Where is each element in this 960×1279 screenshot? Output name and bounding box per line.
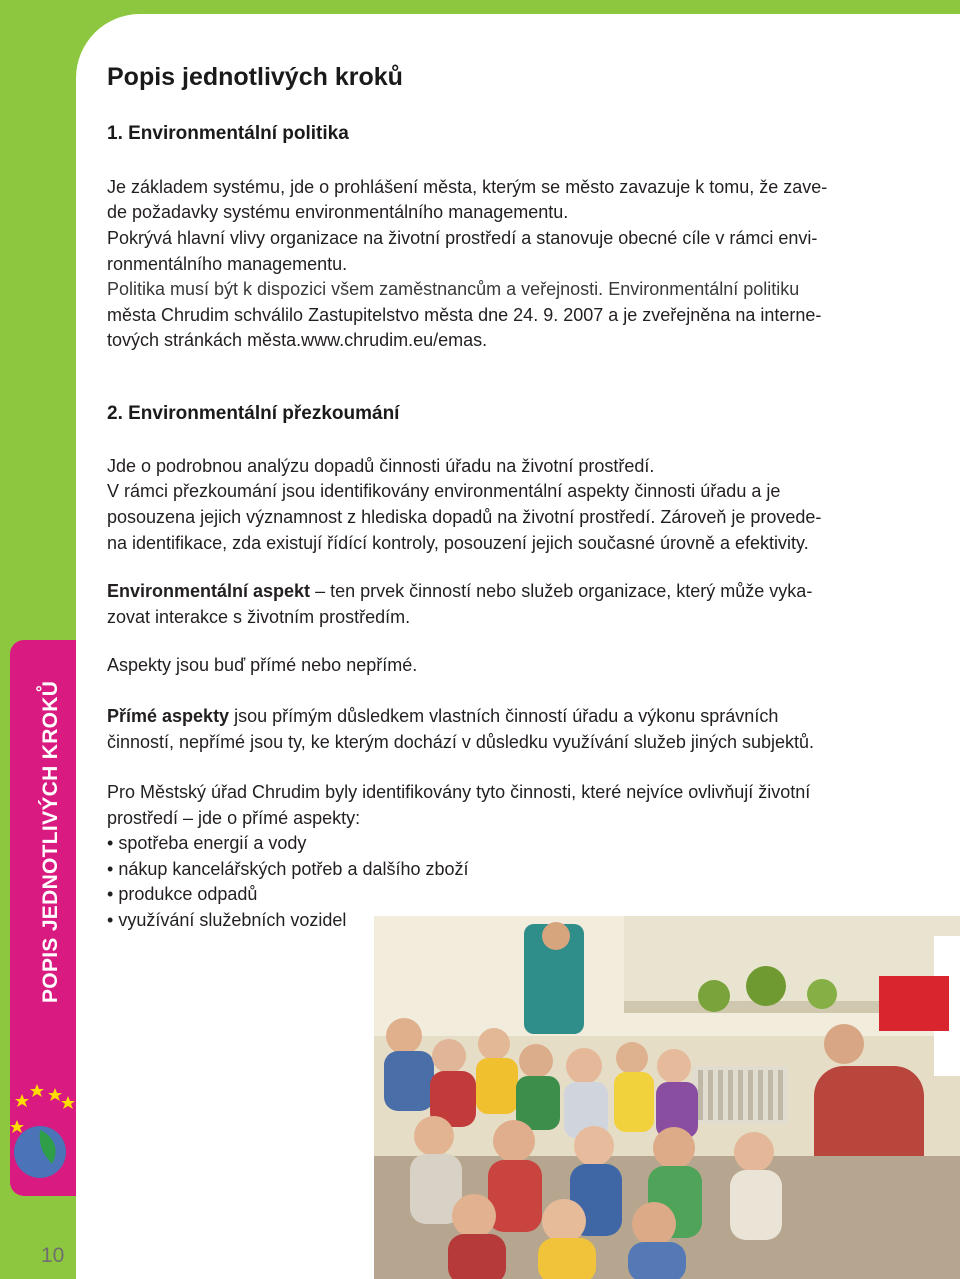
page-title: Popis jednotlivých kroků	[107, 63, 403, 91]
classroom-photo	[374, 916, 960, 1279]
list-item: • využívání služebních vozidel	[107, 908, 847, 934]
section-heading-environmental-review: 2. Environmentální přezkoumání	[107, 402, 400, 424]
text-line: ronmentálního managementu.	[107, 253, 348, 274]
aspects-note: Aspekty jsou buď přímé nebo nepřímé.	[107, 655, 418, 676]
list-item: • nákup kancelářských potřeb a dalšího zboží	[107, 857, 847, 883]
text-line: posouzena jejich významnost z hlediska dopadů na životní prostředí. Zároveň je provede-	[107, 506, 822, 527]
text-line: Jde o podrobnou analýzu dopadů činnosti úřadu na životní prostředí.	[107, 455, 655, 476]
environmental-review-text	[107, 454, 847, 556]
text-line: Pokrývá hlavní vlivy organizace na životní prostředí a stanovuje obecné cíle v rámci envi-	[107, 227, 818, 248]
text-line: de požadavky systému environmentálního managementu.	[107, 202, 569, 223]
text-line: V rámci přezkoumání jsou identifikovány environmentální aspekty činnosti úřadu a je	[107, 481, 781, 502]
environmental-policy-text	[107, 175, 847, 354]
text-line: činností, nepřímé jsou ty, ke kterým dochází v důsledku využívání služeb jiných subjektů.	[107, 731, 815, 752]
direct-aspects-paragraph	[107, 704, 847, 755]
text-line	[107, 704, 847, 730]
text-line	[107, 579, 847, 605]
text-line: prostředí – jde o přímé aspekty:	[107, 807, 361, 828]
eu-stars-icon	[10, 1084, 75, 1133]
side-section-label: POPIS JEDNOTLIVÝCH KROKŮ	[39, 680, 62, 1003]
page-number: 10	[41, 1244, 65, 1267]
list-item: • produkce odpadů	[107, 882, 847, 908]
text-line: města Chrudim schválilo Zastupitelstvo města dne 24. 9. 2007 a je zveřejněna na interne-	[107, 304, 822, 325]
text-line: zovat interakce s životním prostředím.	[107, 606, 411, 627]
main-content	[107, 62, 847, 934]
list-item: • spotřeba energií a vody	[107, 831, 847, 857]
direct-aspects-text: jsou přímým důsledkem vlastních činností úřadu a výkonu správních	[229, 705, 779, 726]
environmental-aspect-definition	[107, 579, 847, 630]
direct-aspects-term: Přímé aspekty	[107, 705, 230, 726]
text-line: Je základem systému, jde o prohlášení města, kterým se město zavazuje k tomu, že zave-	[107, 176, 828, 197]
text-line: Pro Městský úřad Chrudim byly identifikovány tyto činnosti, které nejvíce ovlivňují životní	[107, 782, 811, 803]
text-line: tových stránkách města.www.chrudim.eu/emas.	[107, 330, 488, 351]
section-heading-environmental-policy: 1. Environmentální politika	[107, 123, 349, 144]
text-line: Politika musí být k dispozici všem zaměstnancům a veřejnosti. Environmentální politiku	[107, 279, 800, 300]
definition-text: – ten prvek činností nebo služeb organizace, který může vyka-	[310, 581, 813, 602]
definition-term: Environmentální aspekt	[107, 581, 311, 602]
emas-logo-icon	[10, 1080, 76, 1190]
chrudim-aspects-paragraph	[107, 780, 847, 934]
classroom-photo-illustration	[374, 916, 960, 1279]
text-line: na identifikace, zda existují řídící kontroly, posouzení jejich současné úrovně a efektivity.	[107, 532, 809, 553]
